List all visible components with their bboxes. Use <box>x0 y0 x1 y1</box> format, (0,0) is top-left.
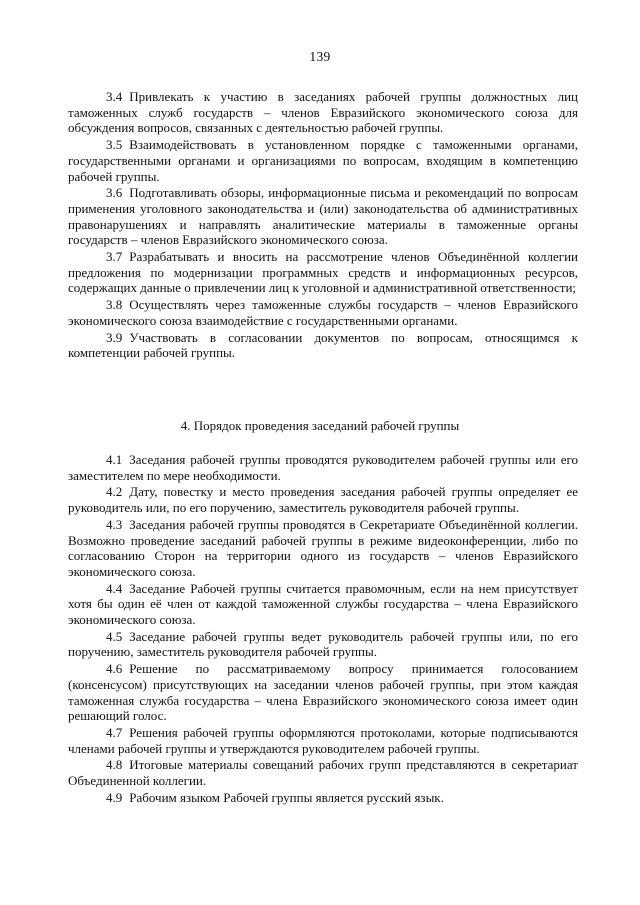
paragraph-number: 4.9 <box>106 789 123 805</box>
section-3-items <box>68 89 578 362</box>
paragraph-4-8 <box>68 757 578 788</box>
paragraph-4-9 <box>68 790 578 806</box>
paragraph-number: 3.9 <box>106 329 123 345</box>
paragraph-number: 3.7 <box>106 249 123 265</box>
paragraph-number: 4.1 <box>106 452 123 467</box>
paragraph-text: Заседание рабочей группы ведет руководитель рабочей группы или, по его поручению, заместитель руководителя рабочей группы. <box>68 628 578 660</box>
paragraph-4-6 <box>68 661 578 724</box>
paragraph-text: Заседания рабочей группы проводятся в Секретариате Объединённой коллегии. Возможно проведение заседаний рабочей группы в режиме видеоконференции, либо по согласованию Сторон на территории одного из государств – членов Евразийского экономического союза. <box>68 516 578 579</box>
paragraph-3-4 <box>68 89 578 136</box>
paragraph-text: Разрабатывать и вносить на рассмотрение членов Объединённой коллегии предложения по модернизации программных средств и информационных ресурсов, содержащих данные о привлечении лиц к уголовной и административной ответственности; <box>68 249 578 296</box>
paragraph-number: 4.2 <box>106 484 123 500</box>
paragraph-4-3 <box>68 517 578 580</box>
paragraph-text: Решения рабочей группы оформляются протоколами, которые подписываются членами рабочей группы и утверждаются руководителем рабочей группы. <box>68 724 578 756</box>
paragraph-text: Привлекать к участию в заседаниях рабочей группы должностных лиц таможенных служб государств – членов Евразийского экономического союза для обсуждения вопросов, связанных с деятельностью рабочей группы. <box>68 89 578 136</box>
paragraph-text: Дату, повестку и место проведения заседания рабочей группы определяет ее руководитель или, по его поручению, заместитель руководителя рабочей группы. <box>68 484 578 516</box>
page-number: 139 <box>309 49 331 64</box>
paragraph-4-7 <box>68 725 578 756</box>
section-4-heading: 4. Порядок проведения заседаний рабочей группы <box>180 418 460 433</box>
paragraph-number: 3.5 <box>106 137 123 153</box>
paragraph-number: 3.4 <box>106 89 123 104</box>
paragraph-text: Подготавливать обзоры, информационные письма и рекомендаций по вопросам применения уголовного законодательства и (или) законодательства об административных правонарушениях и направлять аналитические материалы в таможенные органы государств – членов Евразийского экономического союза. <box>68 185 578 248</box>
paragraph-4-4 <box>68 581 578 628</box>
paragraph-3-7 <box>68 249 578 296</box>
paragraph-text: Рабочим языком Рабочей группы является русский язык. <box>129 789 444 805</box>
paragraph-3-8 <box>68 297 578 328</box>
paragraph-text: Осуществлять через таможенные службы государств – членов Евразийского экономического союза взаимодействие с государственными органами. <box>68 297 578 328</box>
paragraph-4-1 <box>68 452 578 483</box>
paragraph-text: Заседание Рабочей группы считается правомочным, если на нем присутствует хотя бы один её член от каждой таможенной службы государства – члена Евразийского экономического союза. <box>68 580 578 628</box>
paragraph-number: 4.7 <box>106 724 123 740</box>
paragraph-text: Заседания рабочей группы проводятся руководителем рабочей группы или его заместителем по мере необходимости. <box>68 452 578 483</box>
paragraph-3-5 <box>68 137 578 184</box>
paragraph-4-5 <box>68 629 578 660</box>
paragraph-number: 4.3 <box>106 516 123 532</box>
section-4-items <box>68 452 578 806</box>
paragraph-text: Взаимодействовать в установленном порядке с таможенными органами, государственными органами и организациями по вопросам, входящим в компетенцию рабочей группы. <box>68 137 578 184</box>
paragraph-3-9 <box>68 330 578 361</box>
paragraph-text: Решение по рассматриваемому вопросу принимается голосованием (консенсусом) присутствующих на заседании членов рабочей группы, при этом каждая таможенная служба государства – члена Евразийского экономического союза имеет один решающий голос. <box>68 661 578 724</box>
paragraph-number: 4.5 <box>106 628 123 644</box>
paragraph-number: 4.8 <box>106 757 123 773</box>
paragraph-number: 3.6 <box>106 185 123 201</box>
paragraph-4-2 <box>68 484 578 515</box>
paragraph-text: Участвовать в согласовании документов по вопросам, относящимся к компетенции рабочей группы. <box>68 329 578 361</box>
paragraph-number: 4.6 <box>106 661 123 677</box>
paragraph-number: 3.8 <box>106 297 123 313</box>
paragraph-3-6 <box>68 185 578 248</box>
paragraph-number: 4.4 <box>106 580 123 596</box>
paragraph-text: Итоговые материалы совещаний рабочих групп представляются в секретариат Объединенной коллегии. <box>68 757 578 789</box>
